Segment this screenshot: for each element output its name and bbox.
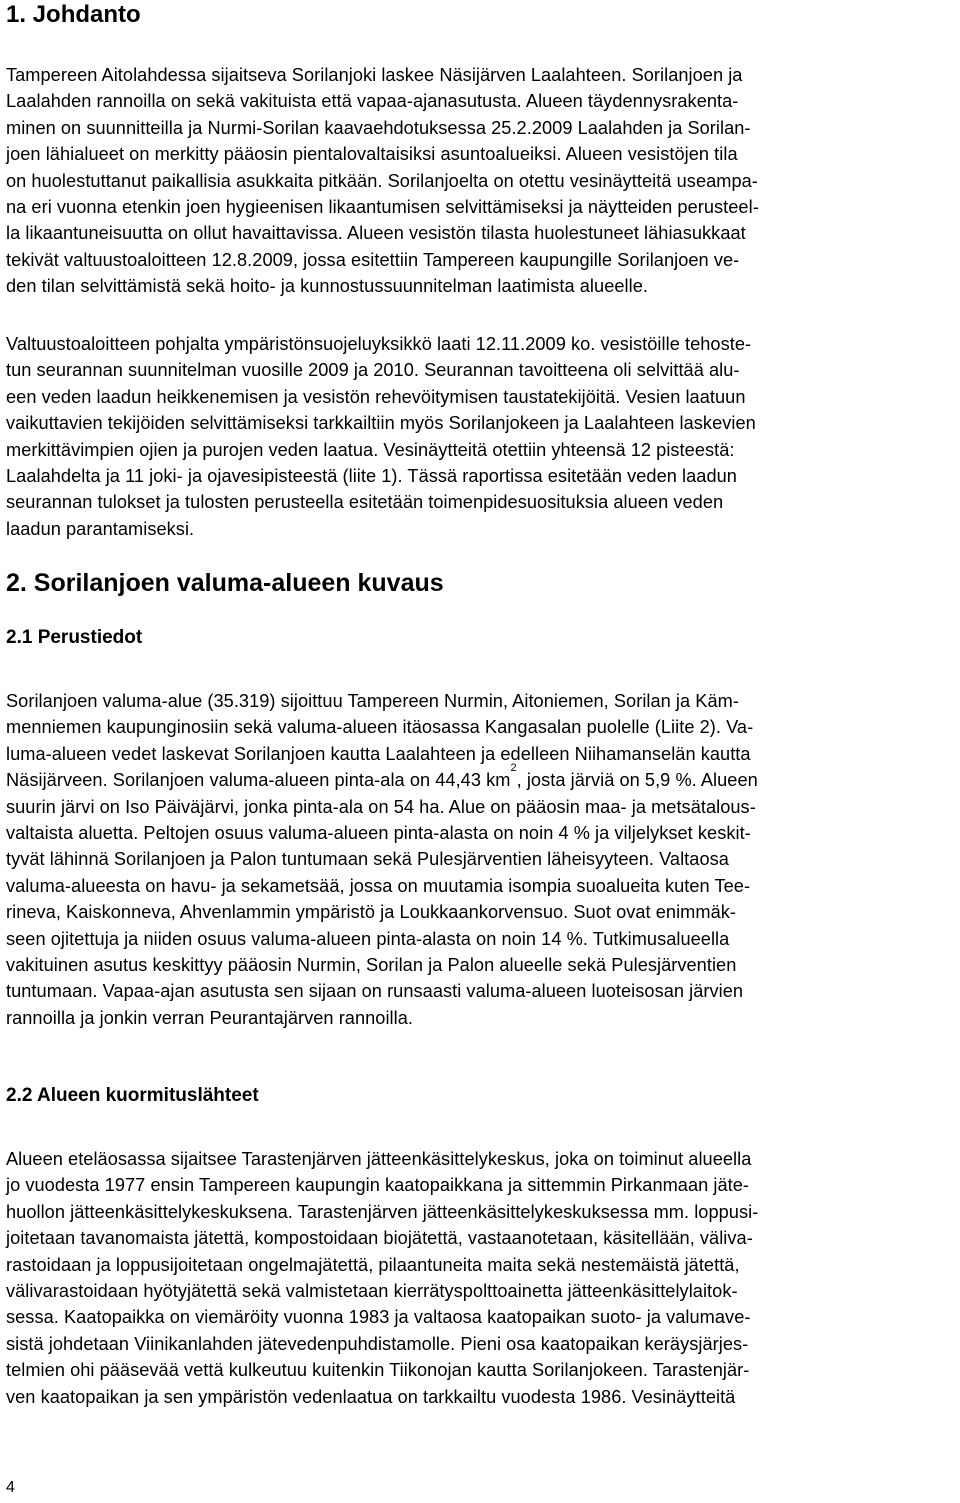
- text-line: merkittävimpien ojien ja purojen veden laatua. Vesinäytteitä otettiin yhteensä 12 pisteestä:: [6, 439, 735, 460]
- section-2-2-heading: 2.2 Alueen kuormituslähteet: [6, 1085, 259, 1106]
- section-2-1-heading: 2.1 Perustiedot: [6, 627, 143, 648]
- text-line: na eri vuonna etenkin joen hygieenisen likaantumisen selvittämiseksi ja näytteiden perusteel-: [6, 197, 759, 218]
- text-line: vakituinen asutus keskittyy pääosin Nurmin, Sorilan ja Palon alueelle sekä Pulesjärventien: [6, 955, 737, 976]
- page-number: 4: [6, 1479, 15, 1496]
- load-sources-paragraph: [6, 1146, 954, 1410]
- section-1-heading: 1. Johdanto: [6, 1, 141, 28]
- text-line: huollon jätteenkäsittelykeskuksena. Tarastenjärven jätteenkäsittelykeskuksessa mm. loppusi-: [6, 1201, 759, 1222]
- intro-paragraph-2: [6, 331, 954, 542]
- text-line: välivarastoidaan hyötyjätettä sekä valmistetaan kierrätyspolttoainetta jätteenkäsittelylaitok-: [6, 1281, 738, 1302]
- text-line: valuma-alueesta on havu- ja sekametsää, jossa on muutamia isompia suoalueita kuten Tee-: [6, 875, 751, 896]
- text-line: Alueen eteläosassa sijaitsee Tarastenjärven jätteenkäsittelykeskus, joka on toiminut alueella: [6, 1149, 752, 1169]
- text-line: jo vuodesta 1977 ensin Tampereen kaupungin kaatopaikkana ja sittemmin Pirkanmaan jäte-: [6, 1175, 750, 1196]
- text-line: tyvät lähinnä Sorilanjoen ja Palon tuntumaan sekä Pulesjärventien läheisyyteen. Valtaosa: [6, 849, 729, 870]
- text-line: Laalahden rannoilla on sekä vakituista että vapaa-ajanasutusta. Alueen täydennysrakenta-: [6, 91, 739, 112]
- text-line: menniemen kaupunginosiin sekä valuma-alueen itäosassa Kangasalan puolelle (Liite 2). Va-: [6, 717, 754, 738]
- basic-info-paragraph: [6, 688, 954, 1031]
- text-line: joen lähialueet on merkitty pääosin pientalovaltaisiksi asuntoalueiksi. Alueen vesistöjen tila: [6, 144, 738, 165]
- text-line: tekivät valtuustoaloitteen 12.8.2009, jossa esitettiin Tampereen kaupungille Sorilanjoen ve-: [6, 249, 740, 270]
- text-line: tun seurannan suunnitelman vuosille 2009 ja 2010. Seurannan tavoitteena oli selvittää alu-: [6, 360, 740, 381]
- text-line: Laalahdelta ja 11 joki- ja ojavesipisteestä (liite 1). Tässä raportissa esitetään veden laadun: [6, 466, 737, 487]
- text-line: vaikuttavien tekijöiden selvittämiseksi tarkkailtiin myös Sorilanjokeen ja Laalahteen laskevien: [6, 413, 756, 434]
- superscript-exponent: 2: [510, 762, 517, 775]
- text-line: rastoidaan ja loppusijoitetaan ongelmajätettä, pilaantuneita maita sekä nestemäistä jätettä,: [6, 1254, 740, 1275]
- text-line: Tampereen Aitolahdessa sijaitseva Sorilanjoki laskee Näsijärven Laalahteen. Sorilanjoen ja: [6, 65, 743, 85]
- text-line: den tilan selvittämistä sekä hoito- ja kunnostussuunnitelman laatimista alueelle.: [6, 276, 648, 297]
- section-2-heading: 2. Sorilanjoen valuma-alueen kuvaus: [6, 569, 444, 597]
- text-fragment: , josta järviä on 5,9 %. Alueen: [516, 770, 758, 791]
- text-line: sessa. Kaatopaikka on viemäröity vuonna 1983 ja valtaosa kaatopaikan suoto- ja valumave-: [6, 1307, 751, 1328]
- text-line: suurin järvi on Iso Päiväjärvi, jonka pinta-ala on 54 ha. Alue on pääosin maa- ja metsätalous-: [6, 796, 756, 817]
- text-line: Valtuustoaloitteen pohjalta ympäristönsuojeluyksikkö laati 12.11.2009 ko. vesistöille tehoste-: [6, 334, 752, 354]
- text-line: minen on suunnitteilla ja Nurmi-Sorilan kaavaehdotuksessa 25.2.2009 Laalahden ja Sorilan-: [6, 117, 751, 138]
- text-line: on huolestuttanut paikallisia asukkaita pitkään. Sorilanjoelta on otettu vesinäytteitä useampa-: [6, 170, 758, 191]
- text-line: rannoilla ja jonkin verran Peurantajärven rannoilla.: [6, 1007, 414, 1028]
- text-line: rineva, Kaiskonneva, Ahvenlammin ympäristö ja Loukkaankorvensuo. Suot ovat enimmäk-: [6, 902, 736, 923]
- text-line: een veden laadun heikkenemisen ja vesistön rehevöitymisen taustatekijöitä. Vesien laatuun: [6, 386, 746, 407]
- text-line: ven kaatopaikan ja sen ympäristön vedenlaatua on tarkkailtu vuodesta 1986. Vesinäytteitä: [6, 1386, 736, 1407]
- text-line: seen ojitettuja ja niiden osuus valuma-alueen pinta-alasta on noin 14 %. Tutkimusalueella: [6, 928, 730, 949]
- text-line: telmien ohi pääsevää vettä kulkeutuu kuitenkin Tiikonojan kautta Sorilanjokeen. Tarastenjär-: [6, 1360, 750, 1381]
- text-line: sistä johdetaan Viinikanlahden jätevedenpuhdistamolle. Pieni osa kaatopaikan keräysjärjes-: [6, 1333, 749, 1354]
- text-line: joitetaan tavanomaista jätettä, kompostoidaan biojätettä, vastaanotetaan, käsitellään, väliva-: [6, 1228, 753, 1249]
- text-line: Sorilanjoen valuma-alue (35.319) sijoittuu Tampereen Nurmin, Aitoniemen, Sorilan ja Käm-: [6, 691, 739, 711]
- text-fragment: Näsijärveen. Sorilanjoen valuma-alueen pinta-ala on 44,43 km: [6, 770, 511, 791]
- text-line: laadun parantamiseksi.: [6, 518, 195, 539]
- text-line: seurannan tulokset ja tulosten perusteella esitetään toimenpidesuosituksia alueen veden: [6, 492, 724, 513]
- text-line: la likaantuneisuutta on ollut havaittavissa. Alueen vesistön tilasta huolestuneet lähiasukkaat: [6, 223, 746, 244]
- text-line: tuntumaan. Vapaa-ajan asutusta sen sijaan on runsaasti valuma-alueen luoteisosan järvien: [6, 981, 744, 1002]
- intro-paragraph-1: [6, 62, 954, 300]
- text-line: valtaista aluetta. Peltojen osuus valuma-alueen pinta-alasta on noin 4 % ja viljelykset keskit-: [6, 823, 751, 844]
- text-line-with-superscript: [6, 762, 954, 793]
- text-line: luma-alueen vedet laskevat Sorilanjoen kautta Laalahteen ja edelleen Niihamanselän kautta: [6, 743, 751, 764]
